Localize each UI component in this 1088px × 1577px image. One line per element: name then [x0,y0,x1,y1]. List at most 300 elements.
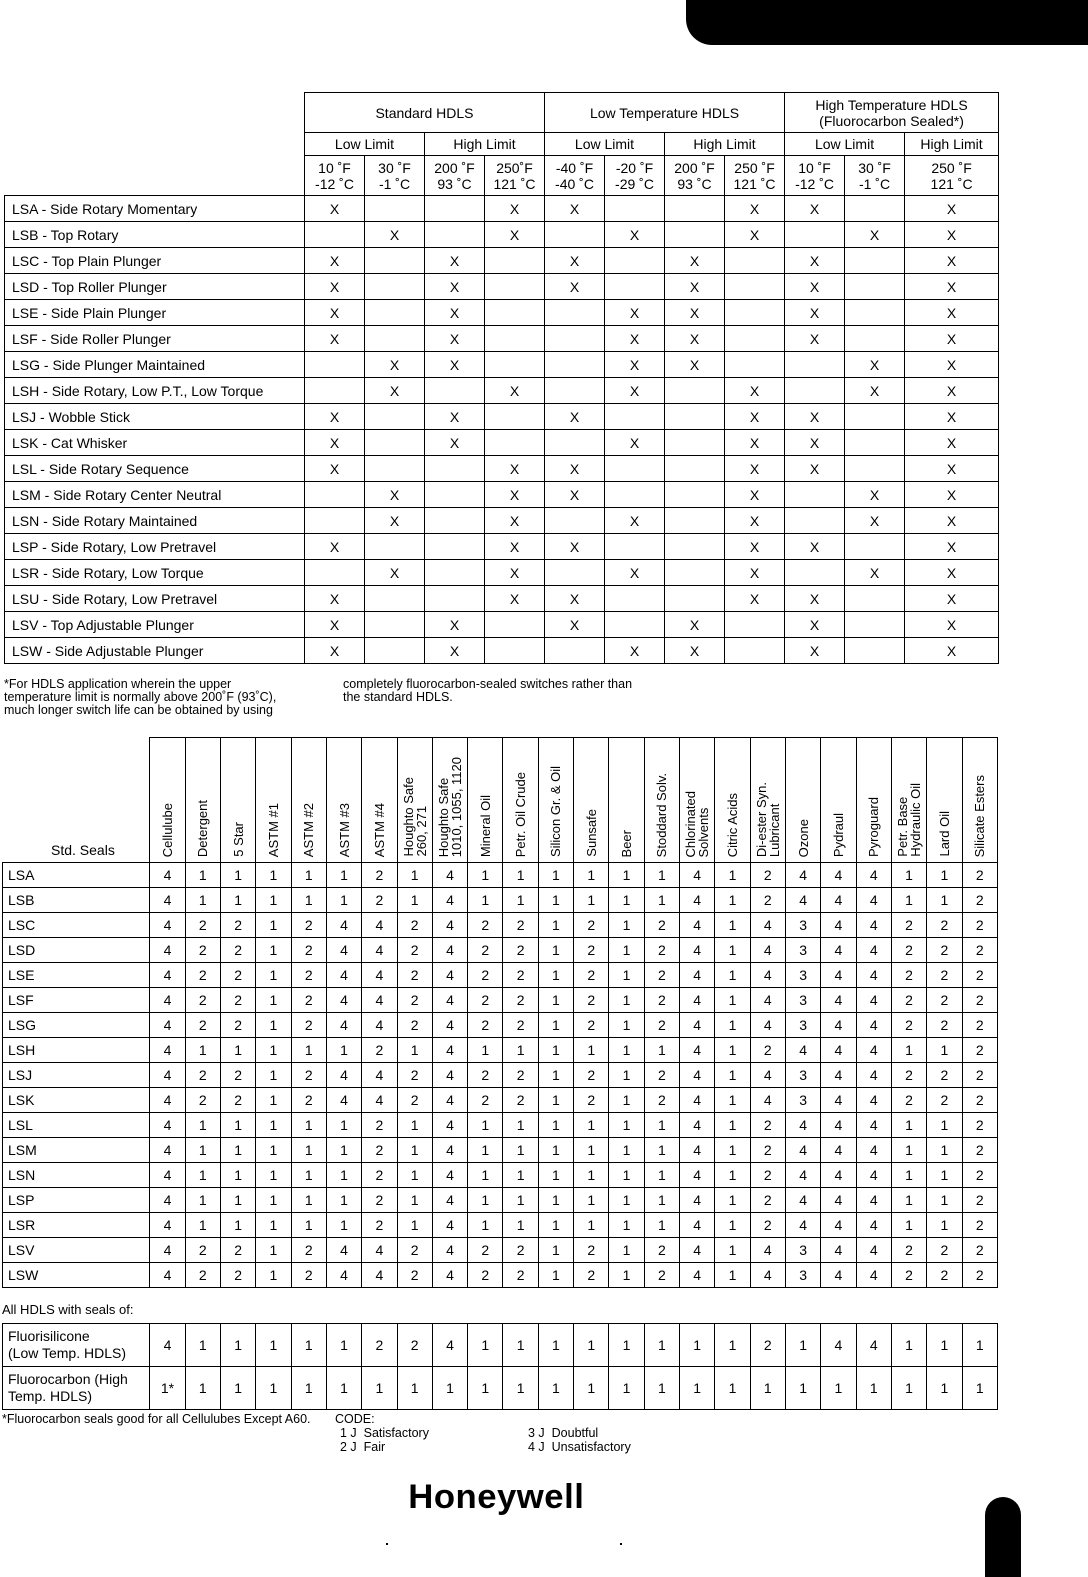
rating-cell: 2 [644,963,679,988]
fluid-label-line: Pydraul [830,812,846,857]
mark-cell [425,482,485,508]
temp-f: 200 ˚F [434,159,475,176]
rating-cell: 4 [785,1188,820,1213]
rating-cell: 1 [644,1113,679,1138]
rating-cell: 4 [432,1263,467,1288]
mark-cell [485,352,545,378]
rating-cell: 4 [326,1263,361,1288]
rating-cell: 1 [291,888,326,913]
separator: - [39,252,52,269]
rating-cell: 4 [856,1324,891,1367]
rating-cell: 1 [468,1113,503,1138]
table-row [3,1113,998,1138]
rating-cell: 2 [362,1188,397,1213]
rating-cell: 1 [891,1213,926,1238]
rating-cell: 2 [220,963,255,988]
rating-cell: 2 [503,963,538,988]
rating-cell: 1 [644,1213,679,1238]
rating-cell: 2 [962,1138,997,1163]
mark-cell: X [725,586,785,612]
mark-cell: X [785,638,845,664]
rating-cell: 4 [680,1038,715,1063]
mark-cell [665,508,725,534]
rating-cell: 1 [503,1367,538,1410]
rating-cell: 4 [750,1238,785,1263]
mark-cell [485,430,545,456]
fluid-label [196,800,209,857]
mark-cell: X [485,482,545,508]
rating-cell: 1 [609,1013,644,1038]
rating-cell: 2 [468,1088,503,1113]
code-num: 3 J [528,1426,545,1440]
rating-cell: 2 [962,1013,997,1038]
mark-cell [725,326,785,352]
rating-cell: 2 [891,963,926,988]
mark-cell [605,196,665,222]
seal-code: LSA [3,863,150,888]
rating-cell: 2 [927,988,962,1013]
rating-cell: 1 [609,1038,644,1063]
mark-cell [365,638,425,664]
rating-cell: 2 [291,988,326,1013]
code-item-2 [340,1440,385,1454]
rating-cell: 1 [326,1213,361,1238]
rating-cell: 1 [397,1367,432,1410]
rating-cell: 1 [644,1138,679,1163]
rating-cell: 1 [609,988,644,1013]
temp-c: 93 ˚C [437,175,472,192]
mark-cell: X [485,586,545,612]
seal-material [3,1324,150,1367]
rating-cell: 4 [362,1238,397,1263]
rating-cell: 2 [185,1013,220,1038]
separator: - [36,460,49,477]
rating-cell: 2 [644,1063,679,1088]
rating-cell: 1 [856,1367,891,1410]
temp-header [905,156,999,196]
fluid-header [326,738,361,863]
rating-cell: 2 [927,913,962,938]
rating-cell: 4 [680,1113,715,1138]
rating-cell: 1 [326,1113,361,1138]
mark-cell: X [545,612,605,638]
mark-cell [485,612,545,638]
switch-desc: Top Plain Plunger [51,252,162,269]
rating-cell: 4 [785,1038,820,1063]
mark-cell: X [905,222,999,248]
rating-cell: 2 [291,1013,326,1038]
rating-cell: 1 [715,1213,750,1238]
rating-cell: 1 [574,1163,609,1188]
fluid-header [291,738,326,863]
rating-cell: 2 [750,1163,785,1188]
rating-cell: 2 [750,1324,785,1367]
seal-code: LSW [3,1263,150,1288]
mark-cell: X [905,534,999,560]
rating-cell: 1 [891,1113,926,1138]
rating-cell: 1 [256,1324,291,1367]
rating-cell: 1 [397,1213,432,1238]
rating-cell: 2 [962,938,997,963]
fluid-label-line: Detergent [195,799,211,857]
temp-f: 30 ˚F [378,159,411,176]
rating-cell: 4 [432,1163,467,1188]
table-row [5,300,999,326]
honeywell-logo: Honeywell [408,1478,585,1516]
fluid-label-line: Ozone [795,818,811,857]
rating-cell: 4 [326,1013,361,1038]
rating-cell: 1 [644,1163,679,1188]
rating-cell: 2 [750,1188,785,1213]
rating-cell: 4 [326,913,361,938]
temp-c: -29 ˚C [615,175,654,192]
rating-cell: 1 [609,1213,644,1238]
table-row [3,913,998,938]
fluid-label [479,795,492,857]
mark-cell: X [785,534,845,560]
mark-cell: X [485,560,545,586]
separator: - [38,434,51,451]
fluid-header [891,738,926,863]
seal-code: LSG [3,1013,150,1038]
rating-cell: 2 [397,1263,432,1288]
mark-cell [665,196,725,222]
fluid-header [574,738,609,863]
rating-cell: 4 [150,1088,185,1113]
rating-cell: 3 [785,1263,820,1288]
rating-cell: 1 [185,1324,220,1367]
rating-cell: 1 [291,1113,326,1138]
rating-cell: 1 [715,938,750,963]
switch-code: LSN [12,512,40,529]
rating-cell: 4 [785,1113,820,1138]
temp-header [785,156,845,196]
mark-cell [365,586,425,612]
rating-cell: 1 [538,1188,573,1213]
seal-code: LSD [3,938,150,963]
mark-cell: X [845,222,905,248]
rating-cell: 2 [291,963,326,988]
limit-header: Low Limit [545,133,665,156]
mark-cell: X [365,508,425,534]
rating-cell: 1 [291,1188,326,1213]
fluid-label [684,791,710,858]
rating-cell: 4 [750,1063,785,1088]
rating-cell: 1 [750,1367,785,1410]
rating-cell: 1 [220,1113,255,1138]
mark-cell: X [905,248,999,274]
rating-cell: 1 [185,1188,220,1213]
fluid-label-line: Chlorinated [683,790,699,857]
mark-cell: X [785,196,845,222]
fluid-label-line: ASTM #3 [336,802,352,857]
rating-cell: 1 [362,1367,397,1410]
mark-cell: X [605,430,665,456]
limit-header: Low Limit [305,133,425,156]
mark-cell [605,274,665,300]
mark-cell: X [425,404,485,430]
rating-cell: 1 [291,1213,326,1238]
rating-cell: 4 [150,1163,185,1188]
rating-cell: 4 [150,963,185,988]
group-standard-hdls: Standard HDLS [305,93,545,133]
rating-cell: 4 [150,1188,185,1213]
mark-cell [845,248,905,274]
rating-cell: 4 [856,1038,891,1063]
temp-header [305,156,365,196]
rating-cell: 4 [821,988,856,1013]
mark-cell [545,508,605,534]
mark-cell: X [845,482,905,508]
mark-cell: X [905,482,999,508]
mark-cell [545,352,605,378]
rating-cell: 2 [468,913,503,938]
rating-cell: 1 [715,888,750,913]
fluid-header [256,738,291,863]
mark-cell: X [425,248,485,274]
mark-cell: X [305,274,365,300]
switch-code: LSA [12,200,38,217]
mark-cell [665,482,725,508]
mark-cell [365,248,425,274]
table-row [3,1163,998,1188]
rating-cell: 4 [680,863,715,888]
rating-cell: 1 [256,988,291,1013]
rating-cell: 4 [856,1163,891,1188]
temp-f: -20 ˚F [615,159,654,176]
rating-cell: 2 [927,1063,962,1088]
mark-cell: X [365,482,425,508]
limit-header: High Limit [665,133,785,156]
seal-code: LSL [3,1113,150,1138]
mark-cell [845,638,905,664]
mark-cell: X [425,352,485,378]
fluid-label-line: 5 Star [230,822,246,857]
rating-cell: 1 [256,888,291,913]
separator: - [37,330,51,347]
footnote-line: much longer switch life can be obtained by using [4,703,273,717]
rating-cell: 2 [574,1063,609,1088]
table-row [5,404,999,430]
rating-cell: 4 [432,1188,467,1213]
rating-cell: 2 [891,1063,926,1088]
table-corner-blank [5,93,305,133]
group-high-temp-hdls [785,93,999,133]
rating-cell: 4 [680,1088,715,1113]
rating-cell: 1 [256,1038,291,1063]
mark-cell [545,326,605,352]
rating-cell: 1 [220,1324,255,1367]
mark-cell: X [905,326,999,352]
rating-cell: 1 [891,1038,926,1063]
mark-cell [665,222,725,248]
header-tab [686,0,1088,45]
rating-cell: 1 [927,1038,962,1063]
temp-c: -12 ˚C [795,175,834,192]
mark-cell: X [905,352,999,378]
switch-name [5,508,305,534]
mark-cell [605,612,665,638]
seal-code: LSE [3,963,150,988]
rating-cell: 4 [750,1088,785,1113]
rating-cell: 1 [432,1367,467,1410]
rating-cell: 2 [362,1113,397,1138]
rating-cell: 1 [574,1213,609,1238]
switch-name [5,352,305,378]
separator: - [38,226,51,243]
rating-cell: 4 [750,1013,785,1038]
mark-cell: X [545,196,605,222]
rating-cell: 1 [326,1324,361,1367]
rating-cell: 4 [750,963,785,988]
fluid-header [785,738,820,863]
rating-cell: 4 [785,1213,820,1238]
separator: - [38,616,51,633]
fluid-label-line: Mineral Oil [477,794,493,857]
rating-cell: 2 [362,1138,397,1163]
rating-cell: 1 [715,1063,750,1088]
rating-cell: 4 [821,888,856,913]
rating-cell: 4 [856,1238,891,1263]
seal-code: LSF [3,988,150,1013]
rating-cell: 4 [432,1138,467,1163]
rating-cell: 1 [609,1113,644,1138]
temp-header [545,156,605,196]
rating-cell: 1 [220,1138,255,1163]
mark-cell [365,456,425,482]
mark-cell: X [305,534,365,560]
switch-code: LSP [12,538,39,555]
temp-header [365,156,425,196]
rating-cell: 1 [185,888,220,913]
rating-cell: 1 [715,1263,750,1288]
rating-cell: 2 [220,1013,255,1038]
switch-name [5,482,305,508]
rating-cell: 4 [680,1063,715,1088]
std-seals-label: Std. Seals [51,842,115,858]
rating-cell: 2 [574,1263,609,1288]
mark-cell [305,352,365,378]
mark-cell [725,274,785,300]
mark-cell [425,456,485,482]
rating-cell: 1 [291,1324,326,1367]
mark-cell: X [905,508,999,534]
switch-desc: Side Adjustable Plunger [54,642,204,659]
rating-cell: 4 [856,1213,891,1238]
rating-cell: 4 [362,1063,397,1088]
temp-c: -1 ˚C [858,175,891,192]
table-row [5,586,999,612]
switch-code: LSR [12,564,40,581]
rating-cell: 1 [503,1188,538,1213]
rating-cell: 1 [256,1013,291,1038]
switch-temperature-table [4,92,999,664]
rating-cell: 3 [785,963,820,988]
rating-cell: 1 [715,1013,750,1038]
mark-cell [785,508,845,534]
mark-cell [725,612,785,638]
rating-cell: 1 [644,1038,679,1063]
rating-cell: 2 [962,988,997,1013]
rating-cell: 1 [680,1367,715,1410]
mark-cell: X [545,274,605,300]
rating-cell: 4 [362,963,397,988]
seal-code: LSP [3,1188,150,1213]
rating-cell: 1 [609,1367,644,1410]
rating-cell: 4 [362,1013,397,1038]
rating-cell: 2 [220,1238,255,1263]
rating-cell: 4 [680,963,715,988]
mark-cell [845,534,905,560]
rating-cell: 1 [538,1063,573,1088]
rating-cell: 4 [326,963,361,988]
mark-cell [485,248,545,274]
rating-cell: 1 [538,1013,573,1038]
rating-cell: 1 [538,988,573,1013]
temp-c: 121 ˚C [493,175,536,192]
rating-cell: 4 [856,988,891,1013]
rating-cell: 2 [644,1263,679,1288]
rating-cell: 4 [432,938,467,963]
rating-cell: 4 [680,988,715,1013]
temp-f: 250˚F [496,159,533,176]
page-tab-marker [985,1497,1021,1577]
rating-cell: 4 [150,913,185,938]
rating-cell: 4 [785,1138,820,1163]
rating-cell: 2 [962,1113,997,1138]
table-row [3,1367,998,1410]
switch-desc: Top Roller Plunger [51,278,167,295]
mark-cell: X [545,456,605,482]
rating-cell: 2 [397,1324,432,1367]
rating-cell: 1 [891,888,926,913]
separator: - [38,304,51,321]
rating-cell: 2 [574,1238,609,1263]
rating-cell: 4 [150,938,185,963]
mark-cell [545,638,605,664]
rating-cell: 1 [256,1238,291,1263]
table-row [3,988,998,1013]
rating-cell: 2 [397,988,432,1013]
rating-cell: 2 [185,938,220,963]
fluid-label-line: ASTM #4 [371,802,387,857]
table-row [5,534,999,560]
rating-cell: 4 [432,1013,467,1038]
rating-cell: 2 [185,963,220,988]
rating-cell: 1 [538,938,573,963]
rating-cell: 2 [962,1163,997,1188]
rating-cell: 1 [256,1163,291,1188]
rating-cell: 1 [785,1367,820,1410]
rating-cell: 2 [397,938,432,963]
mark-cell: X [725,456,785,482]
fluid-label-line: Di-ester Syn. [753,781,769,857]
mark-cell: X [725,222,785,248]
fluid-header [609,738,644,863]
switch-code: LSW [12,642,43,659]
mark-cell: X [665,612,725,638]
temp-header [665,156,725,196]
rating-cell: 2 [291,1088,326,1113]
rating-cell: 2 [185,1263,220,1288]
mark-cell: X [545,248,605,274]
switch-desc: Side Rotary, Low Pretravel [50,538,217,555]
rating-cell: 1 [715,913,750,938]
switch-code: LSB [12,226,39,243]
mark-cell: X [665,248,725,274]
mark-cell: X [485,378,545,404]
rating-cell: 2 [891,1013,926,1038]
